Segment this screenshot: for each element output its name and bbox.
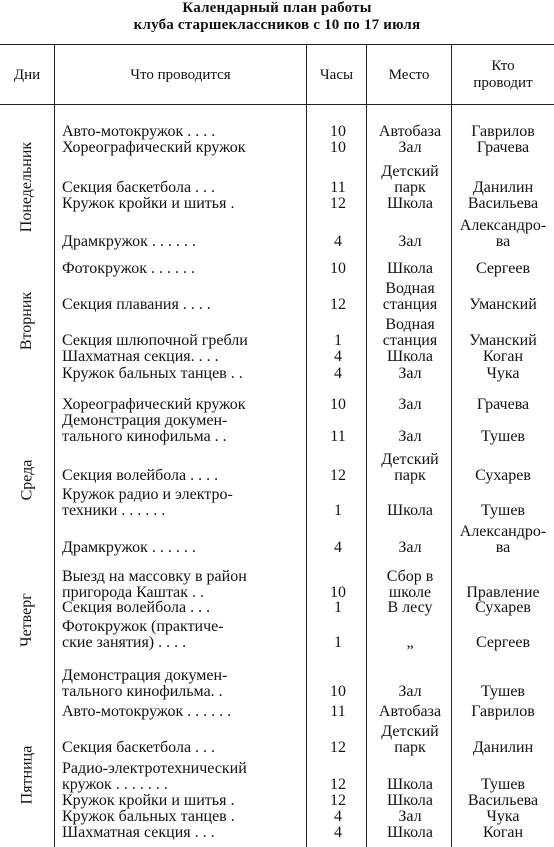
col-divider-days xyxy=(54,44,55,847)
place-cell-line: Школа xyxy=(387,195,433,212)
hours-cell: 11 xyxy=(330,179,346,196)
responsible-cell xyxy=(452,333,554,349)
activity-cell-line: Кружок кройки и шитья . xyxy=(62,195,235,212)
col-divider-activity xyxy=(306,44,307,847)
activity-cell xyxy=(62,540,306,556)
responsible-cell-line: ва xyxy=(495,233,511,250)
activity-cell-line: Хореографический кружок xyxy=(62,396,246,413)
place-cell-line: Школа xyxy=(387,348,433,365)
responsible-cell-line: Гаврилов xyxy=(471,703,535,720)
activity-cell-line: Кружок бальных танцев . xyxy=(62,808,235,825)
activity-cell-line: Драмкружок . . . . . . xyxy=(62,233,196,250)
activity-cell-line: Кружок бальных танцев . . xyxy=(62,365,243,382)
hours-cell: 1 xyxy=(334,332,342,349)
hours-cell: 10 xyxy=(330,396,346,413)
place-cell-line: Школа xyxy=(387,792,433,809)
activity-cell xyxy=(62,180,306,196)
activity-cell-line: техники . . . . . . xyxy=(62,502,166,519)
responsible-cell xyxy=(452,704,554,720)
header-days: Дни xyxy=(13,66,41,83)
activity-cell-line: Хореографический кружок xyxy=(62,139,246,156)
place-cell-line: Автобаза xyxy=(378,703,442,720)
header-who-line1: Кто xyxy=(491,58,515,74)
place-cell-line: В лесу xyxy=(387,599,433,616)
activity-cell xyxy=(62,793,306,809)
hours-cell: 12 xyxy=(330,195,346,212)
top-rule xyxy=(0,44,554,45)
activity-cell-line: Демонстрация докумен- xyxy=(62,412,228,429)
responsible-cell-line: Данилин xyxy=(472,179,534,196)
place-cell xyxy=(368,777,452,793)
place-cell-line: парк xyxy=(394,739,426,756)
activity-cell-line: тального кинофильма. . xyxy=(62,683,223,700)
hours-cell: 10 xyxy=(330,139,346,156)
place-cell-line: Автобаза xyxy=(378,123,442,140)
place-cell xyxy=(368,635,452,651)
responsible-cell xyxy=(452,524,554,556)
activity-cell-line: пригорода Каштак . . xyxy=(62,584,205,601)
header-place: Место xyxy=(388,66,430,83)
place-cell xyxy=(368,452,452,484)
activity-cell xyxy=(62,397,306,413)
place-cell xyxy=(368,809,452,825)
activity-cell xyxy=(62,297,306,313)
place-cell-line: Водная xyxy=(385,280,435,297)
activity-cell xyxy=(62,809,306,825)
place-cell xyxy=(368,429,452,445)
responsible-cell-line: Васильева xyxy=(467,195,539,212)
hours-cell: 1 xyxy=(334,599,342,616)
place-cell-line: Школа xyxy=(387,260,433,277)
place-cell-line: Сбор в xyxy=(386,568,434,585)
responsible-cell xyxy=(452,124,554,140)
responsible-cell xyxy=(452,777,554,793)
day-label-thursday: Четверг xyxy=(18,593,35,647)
activity-cell-line: Секция волейбола . . . xyxy=(62,599,211,616)
header-activity: Что проводится xyxy=(130,66,231,83)
responsible-cell xyxy=(452,180,554,196)
responsible-cell-line: Тушев xyxy=(481,683,525,700)
responsible-cell-line: Сергеев xyxy=(475,260,531,277)
responsible-cell-line: Тушев xyxy=(481,776,525,793)
activity-cell-line: Радио-электротехнический xyxy=(62,760,247,777)
place-cell xyxy=(368,704,452,720)
responsible-cell-line: Чука xyxy=(486,808,520,825)
activity-cell-line: тального кинофильма . . xyxy=(62,428,227,445)
responsible-cell xyxy=(452,468,554,484)
activity-cell xyxy=(62,569,306,601)
place-cell-line: „ xyxy=(406,634,414,651)
responsible-cell xyxy=(452,825,554,841)
hours-cell: 12 xyxy=(330,467,346,484)
responsible-cell-line: ва xyxy=(495,539,511,556)
header-rule xyxy=(0,104,554,105)
activity-cell-line: Выезд на массовку в район xyxy=(62,568,247,585)
activity-cell xyxy=(62,349,306,365)
place-cell-line: станция xyxy=(382,296,438,313)
hours-cell: 4 xyxy=(334,808,342,825)
place-cell xyxy=(368,569,452,601)
hours-cell: 12 xyxy=(330,296,346,313)
place-cell-line: парк xyxy=(394,467,426,484)
activity-cell-line: Авто-мотокружок . . . . xyxy=(62,123,216,140)
place-cell-line: Детский xyxy=(381,163,439,180)
place-cell xyxy=(368,724,452,756)
activity-cell xyxy=(62,825,306,841)
responsible-cell xyxy=(452,366,554,382)
place-cell-line: Водная xyxy=(385,316,435,333)
header-hours: Часы xyxy=(319,66,354,83)
responsible-cell xyxy=(452,261,554,277)
day-label-friday: Пятница xyxy=(18,745,36,805)
place-cell xyxy=(368,793,452,809)
hours-cell: 10 xyxy=(330,584,346,601)
hours-cell: 1 xyxy=(334,634,342,651)
activity-cell xyxy=(62,196,306,212)
responsible-cell xyxy=(452,684,554,700)
hours-cell: 12 xyxy=(330,776,346,793)
place-cell xyxy=(368,540,452,556)
day-label-wednesday: Среда xyxy=(18,459,35,501)
place-cell-line: Зал xyxy=(398,683,422,700)
hours-cell: 10 xyxy=(330,260,346,277)
place-cell-line: Детский xyxy=(381,451,439,468)
place-cell-line: Школа xyxy=(387,776,433,793)
activity-cell-line: ские занятия) . . . . xyxy=(62,634,187,651)
place-cell xyxy=(368,124,452,140)
responsible-cell-line: Грачева xyxy=(476,139,530,156)
place-cell xyxy=(368,196,452,212)
hours-cell: 11 xyxy=(330,428,346,445)
activity-cell-line: Секция баскетбола . . . xyxy=(62,179,216,196)
responsible-cell-line: Васильева xyxy=(467,792,539,809)
activity-cell xyxy=(62,600,306,616)
activity-cell-line: Фотокружок . . . . . . xyxy=(62,260,195,277)
hours-cell: 4 xyxy=(334,348,342,365)
place-cell xyxy=(368,600,452,616)
responsible-cell xyxy=(452,809,554,825)
responsible-cell xyxy=(452,196,554,212)
responsible-cell xyxy=(452,349,554,365)
activity-cell xyxy=(62,333,306,349)
place-cell xyxy=(368,825,452,841)
activity-cell-line: Секция плавания . . . . xyxy=(62,296,211,313)
place-cell-line: станция xyxy=(382,332,438,349)
place-cell xyxy=(368,261,452,277)
header-who xyxy=(452,48,554,102)
responsible-cell-line: Тушев xyxy=(481,428,525,445)
responsible-cell-line: Тушев xyxy=(481,502,525,519)
hours-cell: 11 xyxy=(330,703,346,720)
activity-cell-line: Драмкружок . . . . . . xyxy=(62,539,196,556)
place-cell-line: Школа xyxy=(387,824,433,841)
hours-cell: 4 xyxy=(334,824,342,841)
responsible-cell-line: Коган xyxy=(482,824,524,841)
responsible-cell-line: Грачева xyxy=(476,396,530,413)
responsible-cell xyxy=(452,297,554,313)
day-label-tuesday: Вторник xyxy=(18,291,36,351)
place-cell xyxy=(368,234,452,250)
responsible-cell-line: Правление xyxy=(466,584,540,601)
table-title-line2: клуба старшеклассников с 10 по 17 июля xyxy=(133,17,421,33)
hours-cell: 4 xyxy=(334,539,342,556)
place-cell-line: Зал xyxy=(398,539,422,556)
responsible-cell xyxy=(452,740,554,756)
responsible-cell-line: Сухарев xyxy=(475,467,531,484)
activity-cell xyxy=(62,740,306,756)
activity-cell xyxy=(62,619,306,651)
place-cell-line: Зал xyxy=(398,396,422,413)
place-cell xyxy=(368,349,452,365)
place-cell xyxy=(368,317,452,349)
responsible-cell xyxy=(452,218,554,250)
responsible-cell-line: Александро- xyxy=(459,523,547,540)
hours-cell: 12 xyxy=(330,792,346,809)
activity-cell-line: Шахматная секция. . . . xyxy=(62,348,219,365)
activity-cell-line: Секция баскетбола . . . xyxy=(62,739,216,756)
place-cell-line: Зал xyxy=(398,428,422,445)
responsible-cell-line: Коган xyxy=(482,348,524,365)
activity-cell-line: кружок . . . . . . . xyxy=(62,776,168,793)
col-divider-hours xyxy=(366,44,367,847)
activity-cell-line: Демонстрация докумен- xyxy=(62,667,228,684)
activity-cell-line: Авто-мотокружок . . . . . . xyxy=(62,703,232,720)
place-cell-line: Детский xyxy=(381,723,439,740)
responsible-cell-line: Сухарев xyxy=(475,599,531,616)
activity-cell xyxy=(62,234,306,250)
activity-cell-line: Фотокружок (практиче- xyxy=(62,618,224,635)
place-cell-line: школе xyxy=(388,584,432,601)
activity-cell xyxy=(62,140,306,156)
place-cell-line: Зал xyxy=(398,233,422,250)
place-cell-line: Зал xyxy=(398,365,422,382)
hours-cell: 4 xyxy=(334,365,342,382)
place-cell xyxy=(368,684,452,700)
activity-cell xyxy=(62,668,306,700)
responsible-cell-line: Уманский xyxy=(469,332,537,349)
hours-cell: 10 xyxy=(330,683,346,700)
responsible-cell-line: Данилин xyxy=(472,739,534,756)
responsible-cell xyxy=(452,793,554,809)
activity-cell-line: Кружок кройки и шитья . xyxy=(62,792,235,809)
place-cell xyxy=(368,140,452,156)
day-label-monday: Понедельник xyxy=(18,141,35,233)
responsible-cell xyxy=(452,429,554,445)
responsible-cell-line: Уманский xyxy=(469,296,537,313)
place-cell xyxy=(368,281,452,313)
responsible-cell xyxy=(452,503,554,519)
table-title-line1: Календарный план работы xyxy=(182,0,372,16)
responsible-cell xyxy=(452,140,554,156)
hours-cell: 10 xyxy=(330,123,346,140)
activity-cell xyxy=(62,487,306,519)
header-who-line2: проводит xyxy=(473,75,533,91)
responsible-cell-line: Гаврилов xyxy=(471,123,535,140)
place-cell-line: парк xyxy=(394,179,426,196)
responsible-cell xyxy=(452,397,554,413)
activity-cell xyxy=(62,366,306,382)
activity-cell xyxy=(62,124,306,140)
hours-cell: 1 xyxy=(334,502,342,519)
place-cell-line: Зал xyxy=(398,808,422,825)
activity-cell xyxy=(62,261,306,277)
activity-cell-line: Кружок радио и электро- xyxy=(62,486,233,503)
place-cell xyxy=(368,366,452,382)
activity-cell-line: Секция волейбола . . . . xyxy=(62,467,219,484)
activity-cell xyxy=(62,413,306,445)
activity-cell xyxy=(62,704,306,720)
place-cell xyxy=(368,397,452,413)
place-cell xyxy=(368,164,452,196)
hours-cell: 12 xyxy=(330,739,346,756)
place-cell-line: Школа xyxy=(387,502,433,519)
activity-cell xyxy=(62,468,306,484)
place-cell xyxy=(368,503,452,519)
responsible-cell-line: Александро- xyxy=(459,217,547,234)
responsible-cell-line: Сергеев xyxy=(475,634,531,651)
responsible-cell xyxy=(452,600,554,616)
activity-cell-line: Шахматная секция . . . xyxy=(62,824,215,841)
place-cell-line: Зал xyxy=(398,139,422,156)
responsible-cell-line: Чука xyxy=(486,365,520,382)
hours-cell: 4 xyxy=(334,233,342,250)
activity-cell xyxy=(62,761,306,793)
responsible-cell xyxy=(452,635,554,651)
activity-cell-line: Секция шлюпочной гребли xyxy=(62,332,248,349)
